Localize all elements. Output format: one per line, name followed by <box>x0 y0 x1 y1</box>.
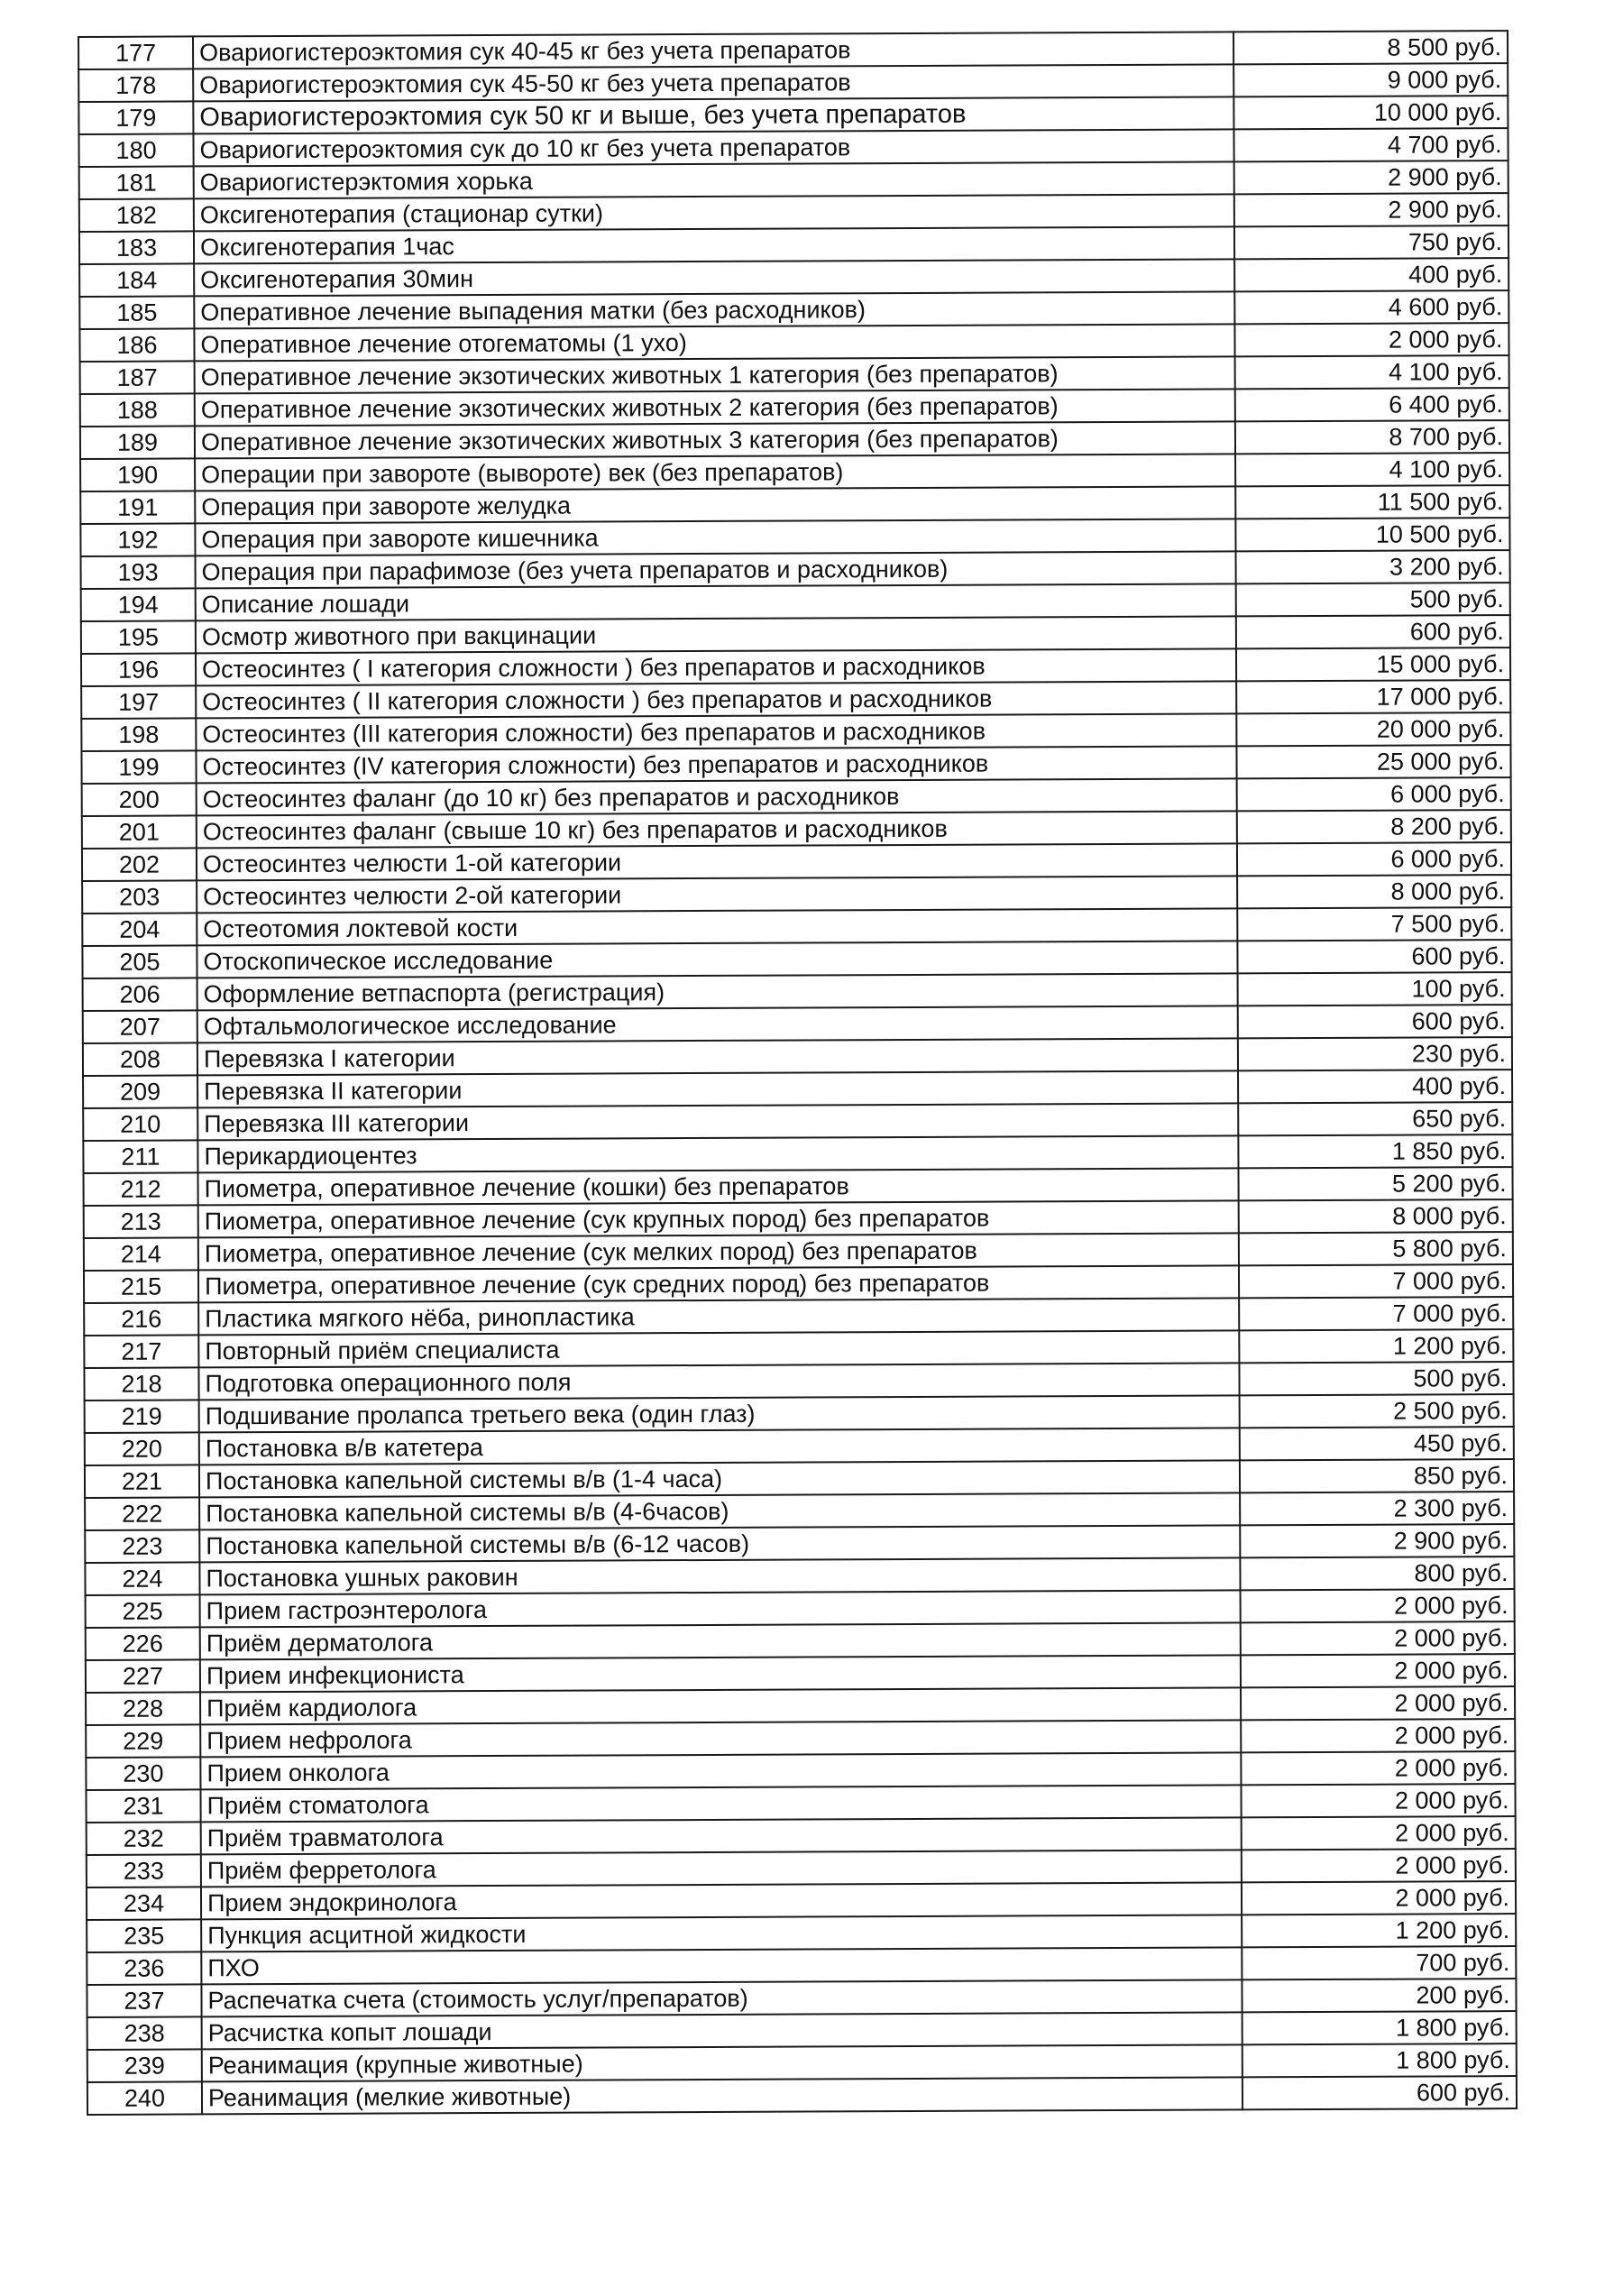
service-name-cell: Приём стоматолога <box>200 1785 1241 1822</box>
service-name-cell: Повторный приём специалиста <box>198 1330 1239 1367</box>
price-cell: 700 руб. <box>1242 1946 1516 1979</box>
price-cell: 7 000 руб. <box>1239 1297 1513 1330</box>
row-number-cell: 234 <box>87 1887 201 1920</box>
price-cell: 2 900 руб. <box>1234 193 1508 226</box>
price-cell: 2 000 руб. <box>1242 1881 1516 1915</box>
row-number-cell: 182 <box>79 198 194 232</box>
row-number-cell: 207 <box>83 1010 197 1043</box>
price-cell: 5 800 руб. <box>1239 1232 1513 1265</box>
service-name-cell: Пиометра, оперативное лечение (сук мелких пород) без препаратов <box>198 1233 1239 1270</box>
row-number-cell: 177 <box>78 36 193 69</box>
price-cell: 800 руб. <box>1240 1557 1514 1590</box>
service-name-cell: Овариогистерэктомия хорька <box>194 161 1234 198</box>
price-cell: 10 500 руб. <box>1235 518 1509 551</box>
service-name-cell: Офтальмологическое исследование <box>197 1006 1238 1042</box>
service-name-cell: Прием инфекциониста <box>200 1655 1241 1692</box>
row-number-cell: 195 <box>81 620 196 654</box>
price-cell: 6 000 руб. <box>1237 777 1511 811</box>
service-name-cell: Остеосинтез фаланг (свыше 10 кг) без препаратов и расходников <box>197 811 1237 848</box>
service-name-cell: Пластика мягкого нёба, ринопластика <box>198 1298 1239 1335</box>
row-number-cell: 237 <box>87 1984 201 2017</box>
service-name-cell: Овариогистероэктомия сук до 10 кг без учета препаратов <box>193 129 1233 166</box>
service-name-cell: Остеосинтез челюсти 2-ой категории <box>197 876 1237 913</box>
price-cell: 20 000 руб. <box>1236 712 1510 746</box>
service-name-cell: Оперативное лечение отогематомы (1 ухо) <box>194 324 1234 361</box>
service-name-cell: Остеосинтез фаланг (до 10 кг) без препаратов и расходников <box>197 778 1237 815</box>
service-name-cell: Постановка капельной системы в/в (4-6часов) <box>199 1492 1240 1529</box>
row-number-cell: 194 <box>81 588 196 621</box>
service-name-cell: Распечатка счета (стоимость услуг/препаратов) <box>201 1979 1242 2016</box>
service-name-cell: Перевязка I категории <box>197 1038 1238 1075</box>
price-cell: 8 700 руб. <box>1235 420 1509 454</box>
row-number-cell: 192 <box>80 523 195 556</box>
row-number-cell: 190 <box>80 458 195 491</box>
service-name-cell: Прием гастроэнтеролога <box>200 1590 1241 1627</box>
price-cell: 9 000 руб. <box>1233 63 1508 96</box>
service-name-cell: Постановка в/в катетера <box>199 1428 1240 1465</box>
service-name-cell: Подшивание пролапса третьего века (один глаз) <box>199 1395 1240 1432</box>
row-number-cell: 209 <box>83 1075 197 1108</box>
row-number-cell: 216 <box>84 1302 198 1336</box>
service-name-cell: Овариогистероэктомия сук 45-50 кг без учета препаратов <box>193 64 1233 101</box>
row-number-cell: 229 <box>86 1724 200 1758</box>
price-cell: 500 руб. <box>1236 583 1510 616</box>
price-cell: 1 200 руб. <box>1242 1914 1516 1947</box>
row-number-cell: 204 <box>82 913 197 946</box>
price-cell: 2 000 руб. <box>1241 1784 1515 1817</box>
service-name-cell: Прием эндокринолога <box>201 1882 1242 1919</box>
price-cell: 8 000 руб. <box>1239 1199 1513 1233</box>
price-cell: 7 500 руб. <box>1237 907 1511 941</box>
service-name-cell: Приём кардиолога <box>200 1687 1241 1724</box>
service-name-cell: Пиометра, оперативное лечение (сук крупных пород) без препаратов <box>198 1200 1239 1237</box>
row-number-cell: 214 <box>84 1237 198 1271</box>
price-cell: 15 000 руб. <box>1236 647 1510 681</box>
service-name-cell: Перикардиоцентез <box>197 1135 1238 1172</box>
service-name-cell: Прием онколога <box>200 1752 1241 1789</box>
service-name-cell: Овариогистероэктомия сук 40-45 кг без учета препаратов <box>193 32 1233 69</box>
service-name-cell: Операция при парафимозе (без учета препаратов и расходников) <box>196 551 1236 588</box>
table-row <box>87 2076 1517 2115</box>
price-cell: 850 руб. <box>1240 1459 1514 1492</box>
row-number-cell: 230 <box>86 1757 200 1790</box>
service-name-cell: Остеосинтез ( I категория сложности ) без препаратов и расходников <box>196 648 1236 685</box>
price-cell: 600 руб. <box>1242 2076 1517 2109</box>
price-cell: 2 000 руб. <box>1234 323 1508 356</box>
price-cell: 8 200 руб. <box>1237 810 1511 843</box>
row-number-cell: 202 <box>82 848 197 881</box>
price-table-body <box>78 31 1517 2115</box>
price-cell: 8 000 руб. <box>1237 875 1511 908</box>
price-cell: 6 000 руб. <box>1237 842 1511 876</box>
row-number-cell: 225 <box>86 1594 200 1628</box>
row-number-cell: 217 <box>84 1335 198 1368</box>
price-cell: 2 000 руб. <box>1241 1719 1515 1752</box>
row-number-cell: 233 <box>87 1854 201 1887</box>
row-number-cell: 212 <box>84 1172 198 1206</box>
service-name-cell: ПХО <box>201 1947 1242 1984</box>
row-number-cell: 201 <box>82 815 197 849</box>
price-cell: 2 300 руб. <box>1240 1492 1514 1525</box>
row-number-cell: 227 <box>86 1659 200 1693</box>
service-name-cell: Оперативное лечение экзотических животных 2 категория (без препаратов) <box>195 389 1235 426</box>
row-number-cell: 238 <box>87 2016 202 2050</box>
price-cell: 2 000 руб. <box>1241 1654 1515 1687</box>
row-number-cell: 218 <box>84 1367 198 1401</box>
row-number-cell: 188 <box>80 393 195 427</box>
service-name-cell: Подготовка операционного поля <box>198 1363 1239 1400</box>
price-cell: 2 000 руб. <box>1241 1686 1515 1720</box>
price-cell: 4 100 руб. <box>1235 453 1509 486</box>
price-cell: 450 руб. <box>1240 1427 1514 1460</box>
row-number-cell: 197 <box>81 685 196 719</box>
price-cell: 2 000 руб. <box>1242 1849 1516 1882</box>
service-name-cell: Постановка капельной системы в/в (6-12 часов) <box>199 1525 1240 1562</box>
service-name-cell: Прием нефролога <box>200 1720 1241 1757</box>
row-number-cell: 228 <box>86 1692 200 1725</box>
service-name-cell: Отоскопическое исследование <box>197 941 1237 978</box>
service-name-cell: Оперативное лечение экзотических животных 3 категория (без препаратов) <box>195 421 1235 458</box>
price-cell: 11 500 руб. <box>1235 485 1509 519</box>
service-name-cell: Оперативное лечение выпадения матки (без расходников) <box>194 291 1234 328</box>
price-cell: 2 900 руб. <box>1240 1524 1514 1557</box>
service-name-cell: Оксигенотерапия (стационар сутки) <box>194 194 1234 231</box>
service-name-cell: Остеотомия локтевой кости <box>197 908 1237 945</box>
service-name-cell: Реанимация (мелкие животные) <box>202 2077 1242 2114</box>
row-number-cell: 236 <box>87 1952 201 1985</box>
price-cell: 4 100 руб. <box>1235 355 1509 389</box>
row-number-cell: 191 <box>80 491 195 524</box>
row-number-cell: 203 <box>82 880 197 914</box>
price-cell: 25 000 руб. <box>1236 745 1510 778</box>
service-name-cell: Пункция асцитной жидкости <box>201 1915 1242 1952</box>
row-number-cell: 189 <box>80 426 195 459</box>
row-number-cell: 235 <box>87 1919 201 1952</box>
service-name-cell: Перевязка III категории <box>197 1103 1238 1140</box>
price-cell: 4 600 руб. <box>1234 290 1508 324</box>
price-cell: 1 800 руб. <box>1242 2043 1517 2077</box>
service-name-cell: Остеосинтез челюсти 1-ой категории <box>197 843 1237 880</box>
price-cell: 2 000 руб. <box>1242 1816 1516 1850</box>
service-name-cell: Остеосинтез (III категория сложности) без препаратов и расходников <box>196 713 1236 750</box>
row-number-cell: 208 <box>83 1042 197 1076</box>
price-cell: 8 500 руб. <box>1233 31 1508 64</box>
service-name-cell: Операция при завороте кишечника <box>195 519 1235 556</box>
service-name-cell: Пиометра, оперативное лечение (сук средних пород) без препаратов <box>198 1265 1239 1302</box>
row-number-cell: 215 <box>84 1270 198 1303</box>
service-name-cell: Постановка ушных раковин <box>199 1557 1240 1594</box>
service-name-cell: Оперативное лечение экзотических животных 1 категория (без препаратов) <box>195 356 1235 393</box>
row-number-cell: 187 <box>80 361 195 394</box>
price-cell: 17 000 руб. <box>1236 680 1510 713</box>
service-name-cell: Овариогистероэктомия сук 50 кг и выше, без учета препаратов <box>193 96 1233 133</box>
price-cell: 600 руб. <box>1236 615 1510 648</box>
row-number-cell: 183 <box>79 231 194 264</box>
row-number-cell: 219 <box>85 1400 199 1433</box>
row-number-cell: 181 <box>79 166 194 199</box>
price-cell: 750 руб. <box>1234 225 1508 259</box>
row-number-cell: 205 <box>82 945 197 978</box>
row-number-cell: 210 <box>83 1107 197 1141</box>
service-name-cell: Операция при завороте желудка <box>195 486 1235 523</box>
price-cell: 5 200 руб. <box>1238 1167 1512 1200</box>
service-name-cell: Оформление ветпаспорта (регистрация) <box>197 973 1238 1010</box>
service-name-cell: Приём травматолога <box>201 1817 1242 1854</box>
price-cell: 2 900 руб. <box>1234 161 1508 194</box>
service-name-cell: Перевязка II категории <box>197 1070 1238 1107</box>
service-name-cell: Описание лошади <box>196 583 1236 620</box>
row-number-cell: 222 <box>85 1497 199 1530</box>
price-cell: 2 000 руб. <box>1241 1589 1515 1622</box>
row-number-cell: 239 <box>87 2049 202 2082</box>
service-name-cell: Реанимация (крупные животные) <box>202 2044 1242 2081</box>
price-cell: 100 руб. <box>1238 972 1512 1006</box>
row-number-cell: 220 <box>85 1432 199 1465</box>
row-number-cell: 226 <box>86 1627 200 1660</box>
service-name-cell: Приём дерматолога <box>200 1622 1241 1659</box>
price-cell: 600 руб. <box>1237 940 1511 973</box>
price-cell: 400 руб. <box>1238 1070 1512 1103</box>
row-number-cell: 211 <box>83 1140 197 1173</box>
price-cell: 1 850 руб. <box>1238 1134 1512 1168</box>
row-number-cell: 232 <box>87 1822 201 1855</box>
price-cell: 200 руб. <box>1242 1979 1516 2012</box>
service-name-cell: Остеосинтез ( II категория сложности ) без препаратов и расходников <box>196 681 1236 718</box>
service-name-cell: Операции при завороте (вывороте) век (без препаратов) <box>195 454 1235 491</box>
price-cell: 1 200 руб. <box>1239 1329 1513 1363</box>
row-number-cell: 178 <box>78 69 193 102</box>
row-number-cell: 224 <box>85 1562 199 1595</box>
row-number-cell: 199 <box>81 750 196 784</box>
service-name-cell: Пиометра, оперативное лечение (кошки) без препаратов <box>198 1168 1239 1205</box>
row-number-cell: 221 <box>85 1465 199 1498</box>
price-cell: 7 000 руб. <box>1239 1264 1513 1298</box>
price-cell: 400 руб. <box>1234 258 1508 291</box>
row-number-cell: 179 <box>78 101 193 134</box>
row-number-cell: 240 <box>87 2081 202 2115</box>
service-name-cell: Остеосинтез (IV категория сложности) без препаратов и расходников <box>196 746 1236 783</box>
row-number-cell: 185 <box>79 296 194 329</box>
row-number-cell: 196 <box>81 653 196 686</box>
price-cell: 2 000 руб. <box>1241 1621 1515 1655</box>
row-number-cell: 198 <box>81 718 196 751</box>
service-name-cell: Расчистка копыт лошади <box>202 2012 1242 2049</box>
row-number-cell: 223 <box>85 1529 199 1563</box>
price-cell: 500 руб. <box>1239 1362 1513 1395</box>
price-cell: 2 000 руб. <box>1241 1751 1515 1785</box>
row-number-cell: 180 <box>78 133 193 167</box>
row-number-cell: 200 <box>82 783 197 816</box>
row-number-cell: 213 <box>84 1205 198 1238</box>
service-name-cell: Оксигенотерапия 1час <box>194 226 1234 263</box>
price-cell: 3 200 руб. <box>1236 550 1510 583</box>
row-number-cell: 184 <box>79 263 194 297</box>
row-number-cell: 206 <box>83 978 197 1011</box>
price-cell: 650 руб. <box>1238 1102 1512 1135</box>
service-name-cell: Осмотр животного при вакцинации <box>196 616 1236 653</box>
service-name-cell: Постановка капельной системы в/в (1-4 часа) <box>199 1460 1240 1497</box>
price-cell: 230 руб. <box>1238 1037 1512 1070</box>
price-cell: 6 400 руб. <box>1235 388 1509 421</box>
price-table <box>78 30 1518 2116</box>
price-cell: 2 500 руб. <box>1240 1394 1514 1428</box>
service-name-cell: Оксигенотерапия 30мин <box>194 259 1234 296</box>
row-number-cell: 193 <box>81 556 196 589</box>
price-cell: 4 700 руб. <box>1233 128 1508 161</box>
price-cell: 1 800 руб. <box>1242 2011 1517 2044</box>
service-name-cell: Приём ферретолога <box>201 1850 1242 1887</box>
price-cell: 600 руб. <box>1238 1005 1512 1038</box>
row-number-cell: 231 <box>86 1789 200 1823</box>
row-number-cell: 186 <box>79 328 194 362</box>
price-cell: 10 000 руб. <box>1233 96 1508 129</box>
